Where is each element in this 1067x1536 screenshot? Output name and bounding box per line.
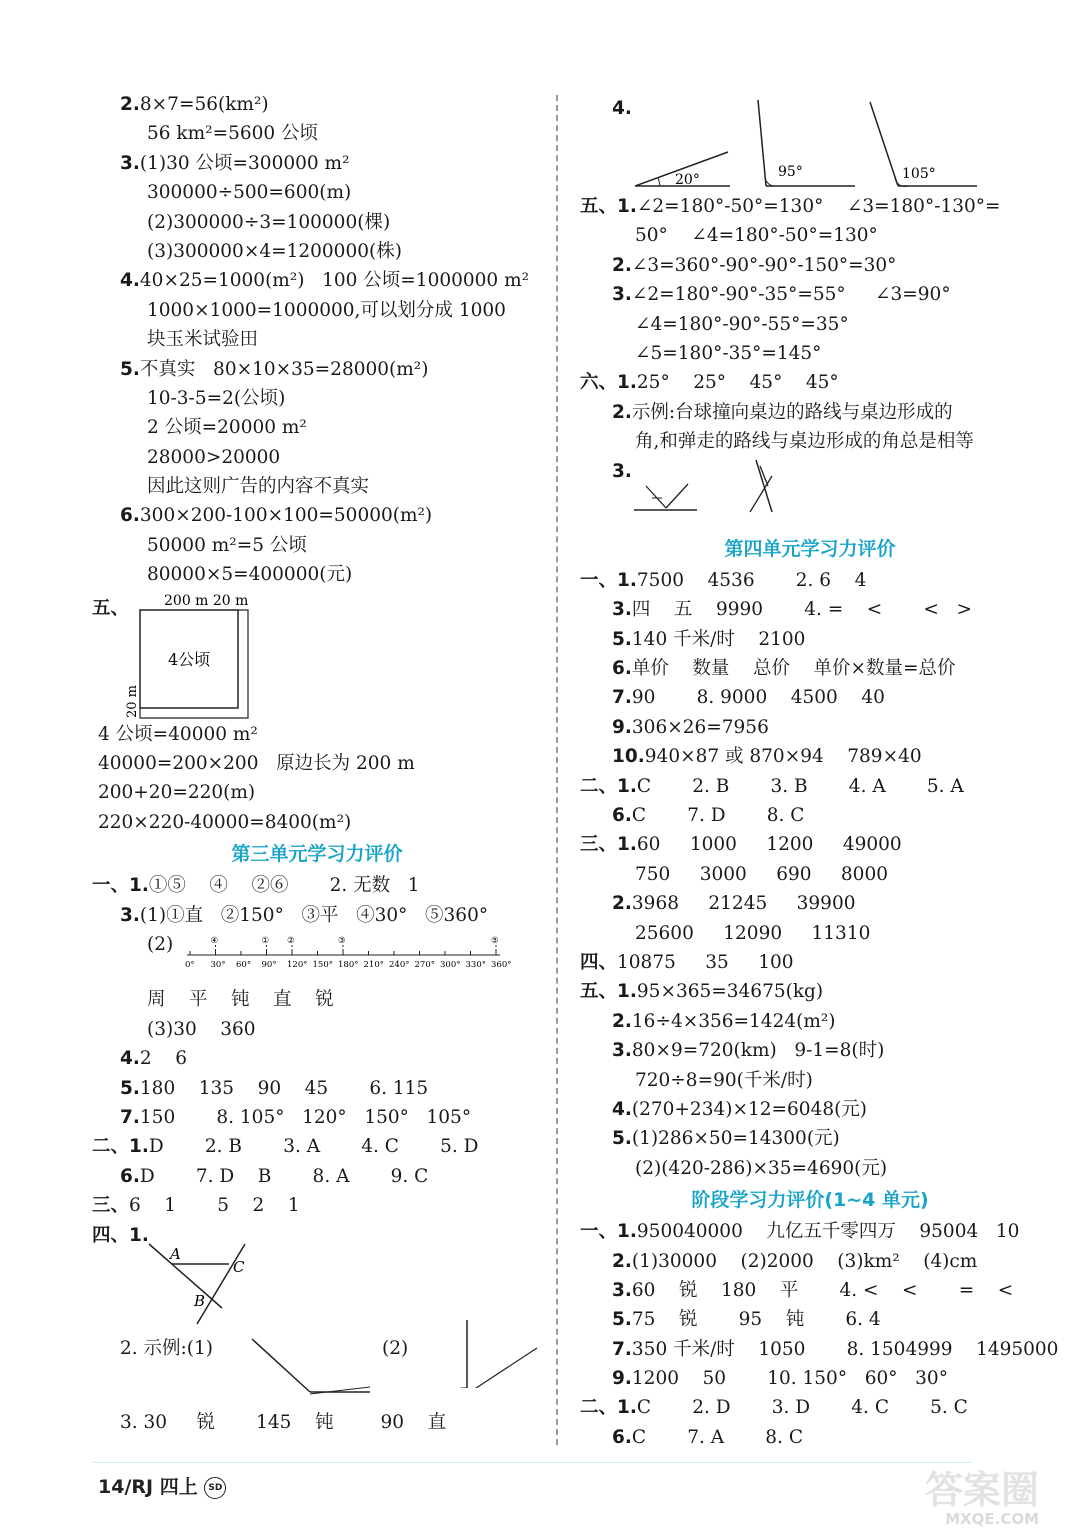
question-number: 6.: [120, 505, 140, 527]
scale-tick-label: 150°: [312, 960, 333, 971]
answer-line: [92, 296, 542, 325]
answer-text: 周 平 钝 直 锐: [147, 989, 334, 1011]
region-badge: SD: [204, 1477, 226, 1499]
answer-text: ①⑤ ④ ②⑥ 2. 无数 1: [148, 875, 420, 897]
answer-line: 2. 示例:(1): [120, 1337, 213, 1359]
answer-line: [580, 280, 1040, 309]
left-column: [92, 90, 542, 1437]
question-number: 六、1.: [580, 372, 637, 394]
answer-text: C 7. D 8. C: [631, 805, 805, 827]
question-number: 三、: [92, 1195, 130, 1217]
scale-mark: ④: [210, 936, 219, 947]
answer-text: (2)(420-286)×35=4690(元): [635, 1157, 888, 1179]
question-number: 3.: [612, 1279, 632, 1301]
obtuse-angle-diagram: [232, 1334, 372, 1404]
question-number: 2.: [612, 1010, 632, 1032]
scale-tick-label: 120°: [287, 960, 308, 971]
question-number: 二、1.: [580, 775, 637, 797]
question-number: 5.: [612, 1309, 632, 1331]
answer-line: [98, 749, 542, 778]
answer-line: [580, 860, 1040, 889]
question-number: 5.: [612, 628, 632, 650]
answer-line: [92, 90, 542, 119]
question-number: 10.: [612, 746, 645, 768]
question-number: 2.: [120, 94, 140, 115]
answer-line: [580, 1124, 1040, 1153]
answer-text: 750 3000 690 8000: [635, 863, 888, 885]
scale-mark: ①: [261, 936, 270, 947]
answer-line: [92, 443, 542, 472]
answer-text: (3)30 360: [147, 1018, 256, 1040]
question-number: 4.: [120, 270, 140, 292]
unit4-title: 第四单元学习力评价: [724, 537, 896, 560]
question-number: 7.: [612, 687, 632, 709]
answer-line: [580, 251, 1040, 280]
answer-line: [92, 1044, 542, 1073]
answer-line: [580, 221, 1040, 250]
question-number: 四、1.: [92, 1224, 149, 1246]
scale-mark: ⑤: [491, 936, 499, 947]
answer-line: [92, 237, 542, 266]
answer-line: [580, 919, 1040, 948]
answer-line: [580, 1036, 1040, 1065]
answer-line: [92, 501, 542, 530]
question-number: 二、1.: [580, 1397, 637, 1419]
answer-text: D 7. D B 8. A 9. C: [139, 1165, 429, 1187]
answer-line: [92, 1074, 542, 1103]
answer-text: 28000>20000: [147, 446, 281, 468]
point-a-label: A: [170, 1244, 181, 1263]
stage-review-title: 阶段学习力评价(1~4 单元): [691, 1189, 929, 1212]
answer-line: [92, 1103, 542, 1132]
question-number: 6.: [612, 658, 632, 680]
answer-text: C 2. B 3. B 4. A 5. A: [636, 775, 964, 797]
question-number: 4.: [120, 1048, 140, 1070]
answer-text: 306×26=7956: [631, 716, 769, 738]
answer-text: ∠3=360°-90°-90°-150°=30°: [631, 254, 897, 276]
scale-tick-label: 0°: [185, 960, 195, 971]
footer-rule: [92, 1462, 972, 1463]
scale-tick-label: 180°: [338, 960, 359, 971]
answer-text: 2 公顷=20000 m²: [147, 417, 307, 439]
answer-text: (1)286×50=14300(元): [631, 1128, 840, 1150]
point-c-label: C: [233, 1257, 245, 1276]
answer-text: ∠4=180°-90°-55°=35°: [635, 313, 849, 335]
watermark: [849, 1470, 1039, 1526]
unit3-title: 第三单元学习力评价: [231, 843, 403, 866]
answer-text: ∠2=180°-90°-35°=55° ∠3=90°: [631, 284, 951, 306]
answer-text: 四 五 9990 4. = < < >: [631, 599, 973, 621]
right-column: [580, 90, 1059, 1452]
question-number: 3.: [120, 152, 140, 174]
answer-text: 6 1 5 2 1: [129, 1195, 300, 1217]
answer-text: 950040000 九亿五千零四万 95004 10: [636, 1221, 1020, 1243]
answer-line: [580, 772, 1040, 801]
question-number: 二、1.: [92, 1136, 149, 1158]
right-angle-diagram: [407, 1318, 547, 1388]
answer-line: [92, 531, 542, 560]
answer-text: 80000×5=400000(元): [147, 564, 353, 586]
square-side-label: 20 m: [125, 684, 140, 718]
triangle-lines-diagram: [147, 1236, 347, 1326]
question-number: 5.: [120, 358, 140, 380]
question-number: 3.: [120, 904, 140, 926]
answer-text: 2 6: [139, 1048, 187, 1070]
angle-95-label: 95°: [778, 164, 803, 180]
answer-line: 3. 30 锐 145 钝 90 直: [120, 1411, 447, 1433]
answer-line: [580, 1393, 1040, 1422]
answer-line: [580, 801, 1040, 830]
answer-text: 60 1000 1200 49000: [636, 834, 902, 856]
question-number: 3.: [612, 599, 632, 621]
answer-text: 350 千米/时 1050 8. 1504999 1495000: [631, 1338, 1059, 1360]
scale-tick-label: 330°: [465, 960, 486, 971]
answer-line: [580, 683, 1040, 712]
question-number: 2.: [612, 254, 632, 276]
answer-line: [580, 1217, 1040, 1246]
answer-text: (1)30000 (2)2000 (3)km² (4)cm: [631, 1250, 978, 1272]
figure-wu: [92, 590, 542, 720]
scale-tick-label: 90°: [261, 960, 277, 971]
page-number: 14: [98, 1476, 125, 1498]
answer-text: (2)300000÷3=100000(棵): [147, 211, 391, 233]
question-number: 9.: [612, 1368, 632, 1390]
answer-text: 块玉米试验田: [147, 329, 259, 351]
answer-text: 1000×1000=1000000,可以划分成 1000: [147, 299, 506, 321]
watermark-url: MXQE.COM: [945, 1510, 1039, 1528]
question-number: 2.: [612, 401, 632, 423]
book-code: /RJ 四上: [124, 1476, 198, 1498]
footer: [98, 1472, 226, 1499]
answer-line: [98, 778, 542, 807]
answer-text: 200+20=220(m): [98, 782, 256, 804]
answer-text: 150 8. 105° 120° 150° 105°: [139, 1106, 472, 1128]
answer-line: [580, 654, 1040, 683]
answer-text: 3968 21245 39900: [631, 893, 856, 915]
answer-line: [92, 266, 542, 295]
scale-tick-label: 30°: [210, 960, 226, 971]
answer-line: [580, 948, 1040, 977]
answer-text: 单价 数量 总价 单价×数量=总价: [631, 658, 956, 680]
answer-line: [580, 977, 1040, 1006]
answer-text: 不真实 80×10×35=28000(m²): [139, 358, 429, 380]
scale-tick-label: 60°: [236, 960, 252, 971]
answer-line: [580, 1276, 1040, 1305]
question-number: 5.: [612, 1128, 632, 1150]
watermark-text: 答案圈: [924, 1468, 1039, 1512]
answer-text: 56 km²=5600 公顷: [147, 123, 319, 145]
question-number: 5.: [120, 1077, 140, 1099]
answer-line: [580, 398, 1040, 427]
answer-text: 90 8. 9000 4500 40: [631, 687, 885, 709]
question-number: 三、1.: [580, 834, 637, 856]
answer-text: (3)300000×4=1200000(株): [147, 240, 402, 262]
question-number: 6.: [612, 1426, 632, 1448]
answer-text: 8×7=56(km²): [139, 94, 269, 115]
answer-line: [580, 1364, 1040, 1393]
question-number: 4.: [612, 1098, 632, 1120]
degree-scale: [182, 933, 512, 973]
answer-line: [580, 1423, 1040, 1452]
answer-text: 因此这则广告的内容不真实: [147, 476, 370, 498]
answer-text: 300×200-100×100=50000(m²): [139, 505, 433, 527]
question-number: 五、1.: [580, 981, 637, 1003]
question-number: 7.: [120, 1106, 140, 1128]
answer-line: [92, 1015, 542, 1044]
answer-line: [92, 901, 542, 930]
answer-line: [580, 1335, 1059, 1364]
answer-text: (270+234)×12=6048(元): [631, 1098, 868, 1120]
answer-line: [92, 871, 542, 900]
answer-line: [580, 310, 1040, 339]
question-number: 2.: [612, 893, 632, 915]
answer-text: 25° 25° 45° 45°: [636, 372, 839, 394]
question-number: 3.: [612, 1040, 632, 1062]
scale-mark: ③: [338, 936, 346, 947]
answer-line: [92, 178, 542, 207]
answer-text: ∠5=180°-35°=145°: [635, 342, 822, 364]
answer-text: 10-3-5=2(公顷): [147, 387, 286, 409]
reflection-diagrams: [632, 456, 862, 516]
square-diagram: [122, 590, 322, 720]
question-number: 五、1.: [580, 196, 637, 217]
answer-text: 1200 50 10. 150° 60° 30°: [631, 1368, 948, 1390]
question-number: 四、: [580, 951, 618, 973]
answer-line: [92, 149, 542, 178]
answer-line: [92, 325, 542, 354]
answer-text: 95×365=34675(kg): [636, 981, 824, 1003]
answer-text: 4 公顷=40000 m²: [98, 723, 258, 745]
question-number: 9.: [612, 716, 632, 738]
answer-text: 180 135 90 45 6. 115: [139, 1077, 429, 1099]
answer-line: [580, 742, 1040, 771]
answer-line: [92, 1191, 542, 1220]
answer-line: [580, 1247, 1040, 1276]
question-number: 一、1.: [580, 569, 637, 591]
answer-text: 16÷4×356=1424(m²): [631, 1010, 836, 1032]
answer-line: [580, 368, 1040, 397]
answer-text: 50° ∠4=180°-50°=130°: [635, 225, 878, 247]
question-number: 3.: [612, 284, 632, 306]
angle-105-label: 105°: [902, 166, 936, 182]
answer-line: [580, 1066, 1040, 1095]
question-number: 7.: [612, 1338, 632, 1360]
answer-line: [580, 1007, 1040, 1036]
answer-line: [92, 119, 542, 148]
scale-tick-label: 210°: [363, 960, 384, 971]
answer-line: (2): [382, 1337, 409, 1359]
figure-billiards: [580, 486, 1040, 532]
answer-line: [92, 208, 542, 237]
answer-text: 40×25=1000(m²) 100 公顷=1000000 m²: [139, 270, 530, 292]
answer-text: 75 锐 95 钝 6. 4: [631, 1309, 881, 1331]
answer-line: [92, 355, 542, 384]
scale-tick-label: 240°: [389, 960, 410, 971]
answer-line: [580, 889, 1040, 918]
answer-text: 720÷8=90(千米/时): [635, 1069, 813, 1091]
answer-text: 7500 4536 2. 6 4: [636, 569, 867, 591]
question-number: 3.: [612, 460, 632, 482]
answer-line: [92, 472, 542, 501]
answer-line: [580, 713, 1040, 742]
answer-text: 80×9=720(km) 9-1=8(时): [631, 1040, 885, 1062]
answer-text: 10875 35 100: [617, 951, 794, 973]
scale-tick-label: 360°: [491, 960, 512, 971]
question-number: 2.: [612, 1250, 632, 1272]
scale-mark: ②: [287, 936, 295, 947]
answer-line: [580, 1154, 1040, 1183]
answer-text: 25600 12090 11310: [635, 922, 871, 944]
answer-text: D 2. B 3. A 4. C 5. D: [148, 1136, 479, 1158]
answer-line: [580, 339, 1040, 368]
square-top-label: 200 m 20 m: [164, 592, 249, 609]
square-area-label: 4公顷: [168, 649, 211, 669]
answer-text: (1)①直 ②150° ③平 ④30° ⑤360°: [139, 904, 489, 926]
answer-text: C 7. A 8. C: [631, 1426, 803, 1448]
column-divider: [556, 95, 558, 1445]
answer-text: 140 千米/时 2100: [631, 628, 806, 650]
angle-diagrams: [630, 90, 1050, 192]
answer-text: ∠2=180°-50°=130° ∠3=180°-130°=: [636, 196, 1001, 217]
question-number: 6.: [612, 805, 632, 827]
answer-line: [580, 1095, 1040, 1124]
scale-tick-label: 300°: [440, 960, 461, 971]
question-number: 6.: [120, 1165, 140, 1187]
figure-angles: [580, 90, 1040, 192]
answer-text: 300000÷500=600(m): [147, 182, 352, 204]
answer-text: 50000 m²=5 公顷: [147, 534, 307, 556]
answer-text: 40000=200×200 原边长为 200 m: [98, 753, 415, 775]
answer-text: 220×220-40000=8400(m²): [98, 811, 352, 833]
question-number: 4.: [612, 98, 632, 119]
answer-text: 角,和弹走的路线与桌边形成的角总是相等: [635, 431, 974, 453]
answer-line: [92, 1162, 542, 1191]
answer-line: [92, 1132, 542, 1161]
answer-line: [98, 808, 542, 837]
answer-text: 60 锐 180 平 4. < < = <: [631, 1279, 1014, 1301]
answer-line: [580, 566, 1040, 595]
question-number: 一、1.: [92, 875, 149, 897]
answer-line: [580, 1305, 1040, 1334]
answer-line: [92, 985, 542, 1014]
answer-line: [92, 560, 542, 589]
answer-line: [92, 384, 542, 413]
answer-text: (2): [147, 933, 174, 955]
answer-text: (1)30 公顷=300000 m²: [139, 152, 350, 174]
answer-line: [580, 830, 1040, 859]
point-b-label: B: [194, 1291, 206, 1310]
answer-text: 示例:台球撞向桌边的路线与桌边形成的: [631, 401, 953, 423]
answer-line: [98, 720, 542, 749]
section-label: 五、: [92, 597, 130, 619]
answer-text: C 2. D 3. D 4. C 5. C: [636, 1397, 968, 1419]
answer-line: [580, 427, 1040, 456]
answer-text: 940×87 或 870×94 789×40: [644, 746, 922, 768]
answer-line: [580, 192, 1040, 221]
angle-20-label: 20°: [675, 172, 700, 188]
answer-line: [92, 413, 542, 442]
question-number: 一、1.: [580, 1221, 637, 1243]
scale-tick-label: 270°: [414, 960, 435, 971]
figure-si2: [92, 1338, 542, 1408]
answer-line: [580, 595, 1040, 624]
answer-line: [580, 625, 1040, 654]
